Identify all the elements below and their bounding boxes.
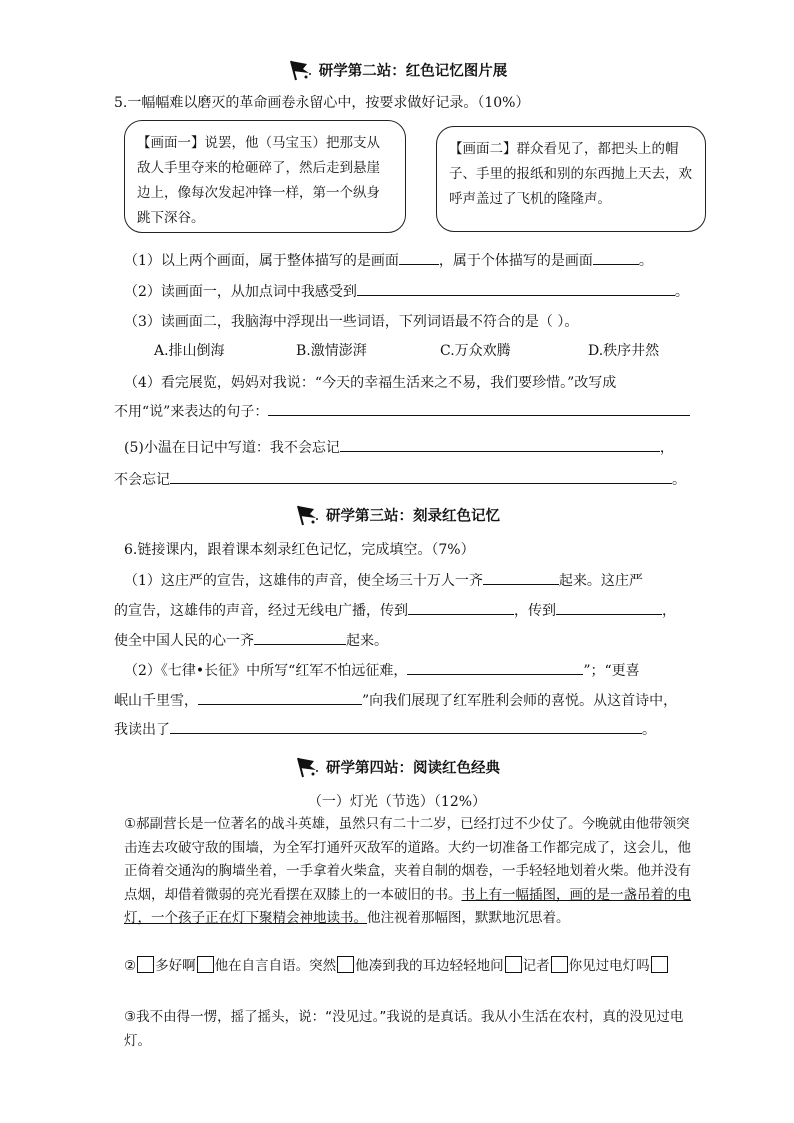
q6-line3-text-a: 使全中国人民的心一齐 [114, 633, 254, 649]
paragraph-1-text-c: 他注视着那幅图，默默地沉思着。 [367, 910, 570, 926]
q5-sub3: （3）读画面二，我脑海中浮现出一些词语，下列词语最不符合的是（ ）。 [124, 314, 579, 330]
answer-blank[interactable] [170, 719, 642, 734]
q6-line6 [114, 719, 656, 739]
answer-blank[interactable] [340, 437, 660, 452]
flag-icon [294, 755, 320, 779]
q5-sub4-line1: （4）看完展览，妈妈对我说：“今天的幸福生活来之不易，我们要珍惜。”改写成 [124, 375, 617, 391]
station-3-title: 研学第三站：刻录红色记忆 [326, 507, 500, 525]
q5-sub5-comma: ， [659, 440, 674, 456]
paragraph-2-seg-3: 他凑到我的耳边轻轻地问 [355, 958, 504, 974]
q6-line4 [124, 660, 640, 680]
underlined-sentence: 书上有一幅插图，画的是一盏吊着的电灯，一个孩子正在灯下聚精会神地读书。 [124, 886, 691, 926]
paragraph-1-text-a: ①郝副营长是一位著名的战斗英雄，虽然只有二十二岁，已经打过不少仗了。今晚就由他带领突击连去攻破守敌的围墙，为全军打通歼灭敌军的道路。大约一切准备工作都完成了，这会儿，他正倚着交通沟的胸墙坐着，一手拿着火柴盒，夹着自制的烟卷，一手轻轻地划着火柴。他并没有点烟，却借着微弱的亮光看摆在双膝上的一本破旧的书。 [124, 816, 691, 903]
punctuation-box[interactable] [505, 956, 522, 973]
paragraph-2-seg-1: 多好啊 [155, 958, 196, 974]
answer-blank[interactable] [268, 401, 690, 416]
paragraph-2-seg-4: 记者 [522, 958, 550, 974]
station-4-title: 研学第四站：阅读红色经典 [326, 759, 500, 777]
q5-sub5-text-a: (5)小温在日记中写道：我不会忘记 [124, 440, 340, 456]
q5-sub5-text-b: 不会忘记 [114, 472, 170, 488]
picture-two-text: 【画面二】群众看见了，都把头上的帽子、手里的报纸和别的东西抛上天去，欢呼声盖过了飞机的隆隆声。 [449, 141, 692, 207]
punctuation-box[interactable] [551, 956, 568, 973]
option-d: D.秩序井然 [588, 343, 660, 359]
picture-two-box [436, 126, 706, 232]
q5-title: 5.一幅幅难以磨灭的革命画卷永留心中，按要求做好记录。（10%） [114, 95, 530, 111]
q6-line6-end: 。 [642, 722, 656, 738]
q5-sub4-line2 [114, 401, 690, 421]
station-4-heading [0, 755, 794, 779]
q5-sub1-text-a: （1）以上两个画面，属于整体描写的是画面 [124, 253, 399, 269]
q5-sub4-text: 不用“说”来表达的句子： [114, 404, 269, 420]
q6-line1 [124, 570, 643, 590]
q5-sub2 [124, 281, 689, 301]
answer-blank[interactable] [399, 250, 439, 265]
option-b: B.激情澎湃 [296, 343, 367, 359]
picture-one-box [124, 120, 406, 233]
station-3-heading [0, 503, 794, 527]
option-a: A.排山倒海 [154, 343, 225, 359]
reading-paragraph-1 [124, 813, 694, 931]
q5-sub1-end: 。 [638, 253, 653, 269]
reading-paragraph-3: ③我不由得一愣，摇了摇头，说：“没见过。”我说的是真话。我从小生活在农村，真的没见过电灯。 [124, 1009, 684, 1049]
punctuation-box[interactable] [137, 956, 154, 973]
q6-line2-text-a: 的宣告，这雄伟的声音，经过无线电广播，传到 [114, 603, 408, 619]
answer-blank[interactable] [593, 250, 639, 265]
q5-sub5-end: 。 [672, 472, 686, 488]
picture-one-text: 【画面一】说罢，他（马宝玉）把那支从敌人手里夺来的枪砸碎了，然后走到悬崖边上，像每次发起冲锋一样，第一个纵身跳下深谷。 [137, 135, 380, 226]
answer-blank[interactable] [170, 469, 672, 484]
reading-subtitle: （一）灯光（节选）（12%） [307, 794, 487, 810]
q5-sub2-text: （2）读画面一，从加点词中我感受到 [124, 284, 357, 300]
station-2-heading [0, 58, 794, 82]
answer-blank[interactable] [556, 600, 662, 615]
punctuation-box[interactable] [651, 956, 668, 973]
answer-blank[interactable] [357, 281, 675, 296]
q6-line6-text-a: 我读出了 [114, 722, 170, 738]
q6-title: 6.链接课内，跟着课本刻录红色记忆，完成填空。（7%） [124, 542, 475, 558]
q5-sub1-text-b: ，属于个体描写的是画面 [438, 253, 593, 269]
q6-line2-end: ， [662, 603, 676, 619]
flag-icon [294, 503, 320, 527]
q6-line2-text-b: ，传到 [514, 603, 556, 619]
q5-sub5-line1 [124, 437, 674, 457]
q6-line3-text-b: 起来。 [346, 633, 388, 649]
q6-line5-text-b: ”向我们展现了红军胜利会师的喜悦。从这首诗中， [362, 693, 678, 709]
answer-blank[interactable] [407, 660, 583, 675]
reading-paragraph-2 [124, 955, 694, 979]
q6-line2 [114, 600, 676, 620]
paragraph-2-seg-5: 你见过电灯吗 [568, 958, 650, 974]
answer-blank[interactable] [198, 690, 362, 705]
q5-sub5-line2 [114, 469, 686, 489]
paragraph-2-seg-2: 他在自言自语。突然 [214, 958, 337, 974]
q5-sub1 [124, 250, 653, 270]
q6-line1-text-a: （1）这庄严的宣告，这雄伟的声音，使全场三十万人一齐 [124, 573, 483, 589]
answer-blank[interactable] [408, 600, 514, 615]
q6-line3 [114, 630, 388, 650]
flag-icon [287, 58, 313, 82]
q6-line1-text-b: 起来。这庄严 [558, 573, 643, 589]
q6-line4-text-a: （2）《七律•长征》中所写“红军不怕远征难， [124, 663, 408, 679]
q6-line5 [114, 690, 677, 710]
paragraph-2-number: ② [124, 958, 137, 974]
q6-line5-text-a: 岷山千里雪， [114, 693, 198, 709]
option-c: C.万众欢腾 [440, 343, 511, 359]
answer-blank[interactable] [254, 630, 346, 645]
q6-line4-text-b: ”；“更喜 [583, 663, 640, 679]
punctuation-box[interactable] [197, 956, 214, 973]
punctuation-box[interactable] [337, 956, 354, 973]
q5-sub2-end: 。 [674, 284, 689, 300]
answer-blank[interactable] [483, 570, 559, 585]
station-2-title: 研学第二站：红色记忆图片展 [318, 62, 508, 80]
